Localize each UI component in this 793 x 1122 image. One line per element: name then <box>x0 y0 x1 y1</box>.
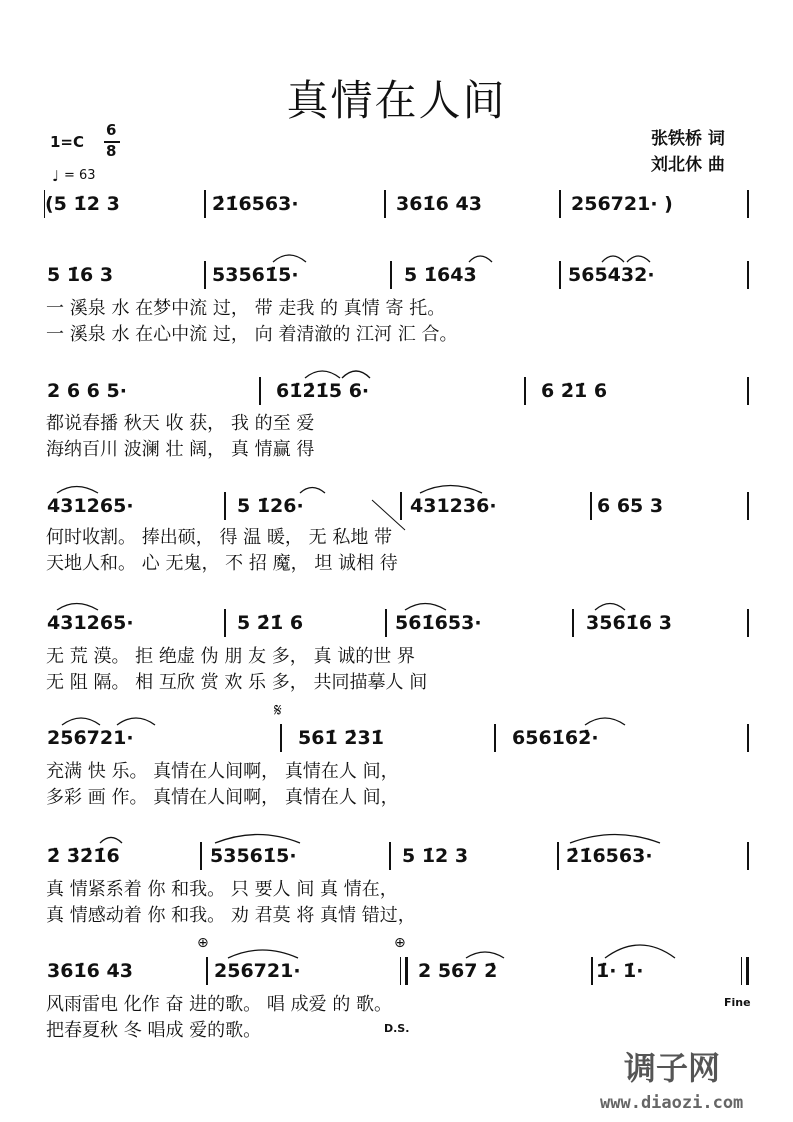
lyric-line: 一 溪泉 水 在梦中流 过， 带 走我 的 真情 寄 托。 <box>46 298 446 319</box>
segno-icon: 𝄋 <box>274 700 282 721</box>
tempo: = 63 <box>64 168 96 183</box>
lyric-line: 天地人和。 心 无鬼， 不 招 魔， 坦 诚相 待 <box>46 553 398 574</box>
music-segment: 431236· <box>410 495 497 517</box>
lyric-line: 何时收割。 捧出硕， 得 温 暖， 无 私地 带 <box>46 527 393 548</box>
lyric-line: 都说春播 秋天 收 获， 我 的至 爱 <box>46 413 315 434</box>
quarter-note-icon: ♩ <box>52 167 60 185</box>
key-signature: 1=C <box>50 133 85 151</box>
music-segment: 6 65 3 <box>597 495 664 517</box>
music-segment: 6561̇62̇· <box>512 727 599 749</box>
music-segment: 431265· <box>47 612 134 634</box>
music-segment: 2̇ 3̇2̇1̇6 <box>47 845 120 867</box>
lyric-line: 真 情感动着 你 和我。 劝 君莫 将 真情 错过， <box>46 905 416 926</box>
coda-icon: ⊕ <box>197 935 209 951</box>
time-signature-top: 6 <box>106 121 117 139</box>
music-segment: 256721· <box>214 960 301 982</box>
music-segment: 431265· <box>47 495 134 517</box>
music-segment: 61̇2̇1̇5 6· <box>276 380 370 402</box>
music-segment: 5 1̇26· <box>237 495 304 517</box>
music-segment: 256721· ) <box>571 193 673 215</box>
music-segment: (5 1̇2 3 <box>45 193 120 215</box>
music-segment: 2 567 2̇ <box>418 960 498 982</box>
music-segment: 5 2̇1̇ 6 <box>237 612 304 634</box>
music-segment: 361̇6 43 <box>47 960 133 982</box>
music-segment: 1̇· 1̇· <box>596 960 644 982</box>
song-title: 真情在人间 <box>286 76 507 125</box>
music-segment: 3561̇6 3 <box>586 612 672 634</box>
music-segment: 5 1̇643 <box>404 264 477 286</box>
music-segment: 565432· <box>568 264 655 286</box>
lyric-line: 多彩 画 作。 真情在人间啊， 真情在人 间， <box>46 787 399 808</box>
fine-marking: Fine <box>724 996 751 1009</box>
time-signature-bottom: 8 <box>106 142 117 160</box>
music-segment: 2̇1̇6563· <box>566 845 653 867</box>
lyric-line: 无 阻 隔。 相 互欣 赏 欢 乐 多， 共同描摹人 间 <box>46 672 428 693</box>
music-segment: 561̇ 2̇31̇ <box>298 727 384 749</box>
lyric-line: 充满 快 乐。 真情在人间啊， 真情在人 间， <box>46 761 399 782</box>
music-segment: 53561̇5· <box>212 264 299 286</box>
lyric-line: 一 溪泉 水 在心中流 过， 向 着清澈的 江河 汇 合。 <box>46 324 458 345</box>
lyricist-credit: 张铁桥 词 <box>651 129 725 149</box>
music-segment: 2̇1̇6563· <box>212 193 299 215</box>
music-segment: 53561̇5· <box>210 845 297 867</box>
music-segment: 2 6 6 5· <box>47 380 127 402</box>
lyric-line: 把春夏秋 冬 唱成 爱的歌。 <box>46 1020 262 1041</box>
music-segment: 5 1̇2 3 <box>402 845 469 867</box>
lyric-line: 风雨雷电 化作 奋 进的歌。 唱 成爱 的 歌。 <box>46 994 393 1015</box>
coda-icon: ⊕ <box>394 935 406 951</box>
music-segment: 361̇6 43 <box>396 193 482 215</box>
watermark-url: www.diaozi.com <box>600 1093 744 1113</box>
music-segment: 256721· <box>47 727 134 749</box>
ds-marking: D.S. <box>384 1022 410 1035</box>
music-segment: 5 1̇6 3 <box>47 264 114 286</box>
music-segment: 6 2̇1̇ 6 <box>541 380 608 402</box>
watermark-brand: 调子网 <box>624 1049 721 1087</box>
lyric-line: 真 情紧系着 你 和我。 只 要人 间 真 情在， <box>46 879 398 900</box>
composer-credit: 刘北休 曲 <box>651 155 725 175</box>
lyric-line: 无 荒 漠。 拒 绝虚 伪 朋 友 多， 真 诚的世 界 <box>46 646 415 667</box>
lyric-line: 海纳百川 波澜 壮 阔， 真 情赢 得 <box>46 439 315 460</box>
music-segment: 561̇653· <box>395 612 482 634</box>
